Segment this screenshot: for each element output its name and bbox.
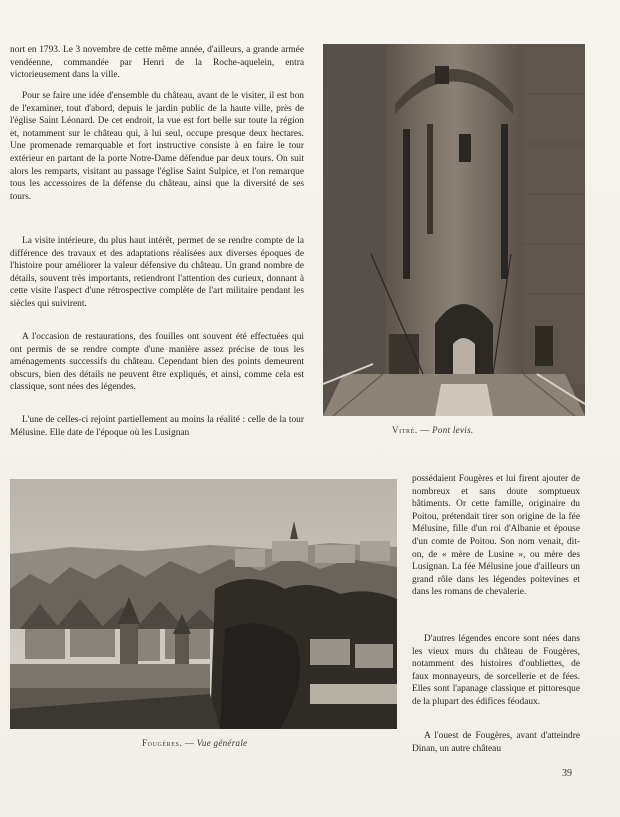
caption-fougeres-dash: — [184, 738, 195, 748]
paragraph-visite: La visite intérieure, du plus haut intérêt, permet de se rendre compte de la différence des travaux et des adaptations réalisées aux diverses époques de l'histoire pour améliorer la valeur défensive du château. Un grand nombre de détails, souvent très importants, retiendront l'attention des curieux, donnant à cette visite l'aspect d'une rétrospective complète de l'art militaire pendant les siècles qui suivirent. [10, 236, 304, 309]
caption-vitre-title: Pont levis. [432, 425, 474, 435]
paragraph-intro: nort en 1793. Le 3 novembre de cette même année, d'ailleurs, a grande armée vendéenne, commandée par Henri de la Roche-aquelein, entra victorieusement dans la ville. [10, 45, 304, 81]
photo-vitre-pont-levis [323, 44, 585, 416]
drawbridge-illustration [323, 44, 585, 416]
photo-fougeres-vue-generale [10, 479, 397, 729]
caption-vitre [392, 425, 473, 435]
caption-fougeres [142, 738, 247, 748]
page-number: 39 [562, 768, 572, 779]
caption-vitre-dash: — [420, 425, 430, 435]
paragraph-ensemble: Pour se faire une idée d'ensemble du château, avant de le visiter, il est bon de l'examiner, tout d'abord, depuis le jardin public de la haute ville, près de l'église Saint Léonard. De cet endroit, la vue est fort belle sur toute la région et, notamment sur le château qui, à lui seul, occupe presque deux hectares. Une promenade remarquable et fort instructive consiste à en faire le tour extérieur en partant de la porte Notre-Dame défendue par deux tours. On suit alors les remparts, visitant au passage l'église Saint Sulpice, et l'on remarque tous les accessoires de la défense du château, ainsi que la diversité de ses tours. [10, 91, 304, 202]
town-panorama-illustration [10, 479, 397, 729]
paragraph-melusine: L'une de celles-ci rejoint partiellement au moins la réalité : celle de la tour Mélusine. Elle date de l'époque où les Lusignan [10, 415, 304, 438]
caption-vitre-place: Vitré. [392, 425, 418, 435]
caption-fougeres-title: Vue générale [196, 738, 248, 748]
paragraph-lusignan: possédaient Fougères et lui firent ajouter de nombreux et sans doute somptueux bâtiments. Or cette famille, originaire du Poitou, prétendait tirer son origine de la fée Mélusine, fille d'un roi d'Albanie et épouse d'un comte de Poitou. Son nom venait, dit-on, de « mère de Lusine », ou mère des Lusignan. La fée Mélusine joue d'ailleurs un grand rôle dans les légendes poitevines et dans les romans de chevalerie. [412, 474, 580, 598]
paragraph-restaurations: A l'occasion de restaurations, des fouilles ont souvent été effectuées qui ont permis de se rendre compte d'une manière assez précise de tous les aménagements successifs du château. Cependant bien des points demeurent obscurs, bien des détails ne peuvent être expliqués, et ainsi, comme cela est classique, sont nées des légendes. [10, 332, 304, 393]
caption-fougeres-place: Fougères. [142, 738, 183, 748]
paragraph-ouest-fougeres: A l'ouest de Fougères, avant d'atteindre Dinan, un autre château [412, 731, 580, 754]
paragraph-autres-legendes: D'autres légendes encore sont nées dans les vieux murs du château de Fougères, notamment des histoires d'oubliettes, de faux monnayeurs, de sorcellerie et de fées. Elles sont l'apanage classique et pittoresque de la plupart des édifices féodaux. [412, 634, 580, 707]
